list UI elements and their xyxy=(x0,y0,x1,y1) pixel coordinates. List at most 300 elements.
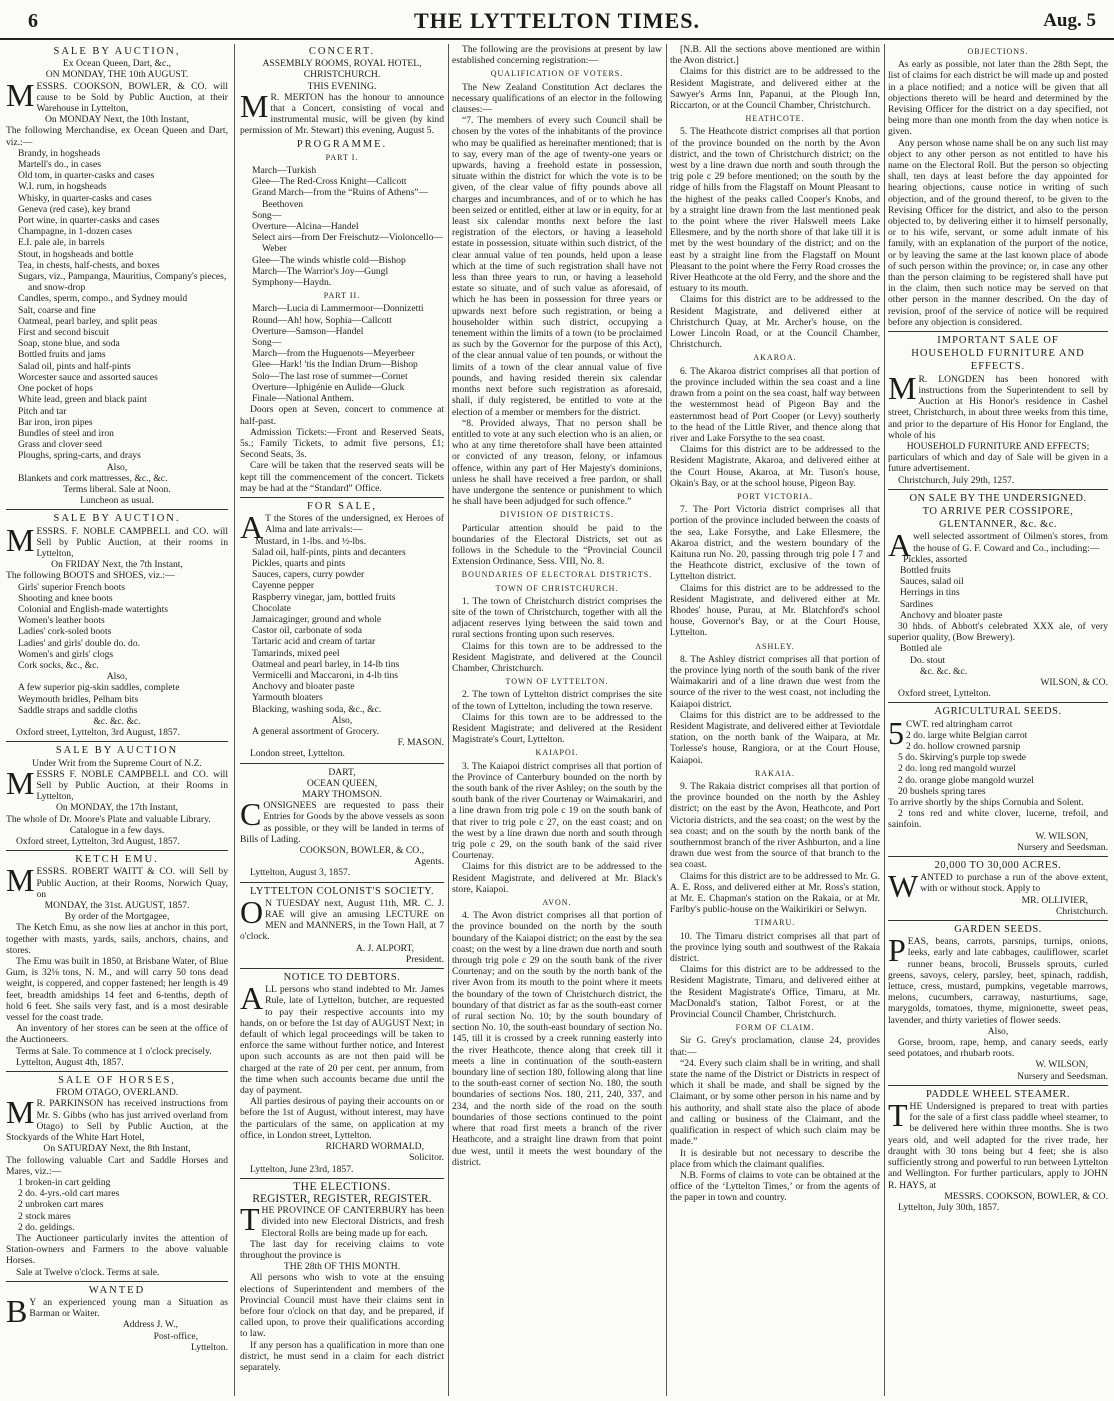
advert-paddle-wheel-steamer xyxy=(888,1089,1108,1213)
advert-heading: ON SALE BY THE UNDERSIGNED. xyxy=(909,492,1087,504)
section-heading: KAIAPOI. xyxy=(535,748,579,758)
list-item: Tea, in chests, half-chests, and boxes xyxy=(18,259,160,271)
programme-item: March—Lucia di Lammermoor—Donnizetti xyxy=(252,303,424,315)
advert-paragraph: The Auctioneer particularly invites the attention of Station-owners and Farmers to the above valuable Horses. xyxy=(6,1232,228,1267)
drop-cap: M xyxy=(240,87,269,124)
advert-wanted-barman xyxy=(6,1285,228,1353)
advert-line: On MONDAY Next, the 10th Instant, xyxy=(45,114,189,126)
list-item: Raspberry vinegar, jam, bottled fruits xyxy=(252,591,396,603)
article-paragraph: Particular attention should be paid to the boundaries of the Electoral Districts, set out as follows in the Schedule to the “Provincial Council Extension Ordinance, Sess. VIII, No. 8. xyxy=(452,522,662,568)
list-item: Also, xyxy=(106,461,128,473)
programme-item: Overture—Iphigénie en Aulide—Gluck xyxy=(252,381,405,393)
section-heading: BOUNDARIES OF ELECTORAL DISTRICTS. xyxy=(461,570,653,580)
list-item: A few superior pig-skin saddles, complete xyxy=(18,682,180,694)
list-item: Sauces, capers, curry powder xyxy=(252,569,365,581)
advert-signature: F. MASON. xyxy=(397,737,444,749)
list-item: 1 broken-in cart gelding xyxy=(18,1176,111,1188)
programme-item: Symphony—Haydn. xyxy=(252,277,332,289)
advert-subheading: FROM OTAGO, OVERLAND. xyxy=(55,1087,179,1099)
advert-agricultural-seeds xyxy=(888,706,1108,853)
list-item: Colonial and English-made watertights xyxy=(18,603,169,615)
article-paragraph: 6. The Akaroa district comprises all that portion of the province included within the sea coast and a line drawn from a point on the sea coast, half way between the westernmost head of Pigeon Bay and the easternmost head of Port Cooper (or Levy) southerly to the head of the Little River, and thence along that river and Lake Forsythe to the sea coast. xyxy=(670,365,880,444)
advert-date: Lyttelton, August 3, 1857. xyxy=(250,867,351,879)
advert-acres-wanted xyxy=(888,860,1108,917)
advert-body: R. LONGDEN has been honored with instructions from the Superintendent to sell by Auction at His Honor's residence in Cashel street, Christchurch, in about three weeks from this time, and prior to the departure of His Honor for England, the whole of his xyxy=(888,373,1108,441)
programme-item: Select airs—from Der Freischutz—Violoncello—Weber xyxy=(252,232,443,255)
list-item: Women's leather boots xyxy=(18,615,105,627)
advert-paragraph: 30 hhds. of Abbott's celebrated XXX ale, of very superior quality, (Bow Brewery). xyxy=(888,620,1108,644)
advert-body: ESSRS. COOKSON, BOWLER, & CO. will cause to be Sold by Public Auction, at their Warehouse in Lyttelton, xyxy=(36,80,228,115)
list-item: Cayenne pepper xyxy=(252,580,315,592)
advert-oilmens-stores xyxy=(888,493,1108,700)
list-item: W.I. rum, in hogsheads xyxy=(18,181,107,193)
advert-line: HOUSEHOLD FURNITURE AND EFFECTS; xyxy=(906,440,1090,452)
article-paragraph: N.B. Forms of claims to vote can be obtained at the office of the ‘Lyttelton Times,’ or from the agents of the paper in town and country. xyxy=(670,1169,880,1204)
programme-heading: PROGRAMME. xyxy=(296,138,388,150)
list-item: Anchovy and bloater paste xyxy=(252,681,355,693)
list-item: Pickles, assorted xyxy=(903,553,968,565)
drop-cap: M xyxy=(6,1094,35,1131)
advert-date: Lyttelton, July 30th, 1857. xyxy=(898,1201,1000,1213)
article-body: HE PROVINCE OF CANTERBURY has been divided into new Electoral Districts, and fresh Electoral Rolls are being made up for each. xyxy=(261,1205,444,1239)
advert-ketch-emu xyxy=(6,854,228,1068)
article-paragraph: 10. The Timaru district comprises all that part of the province lying south and southwest of the Rakaia district. xyxy=(670,930,880,965)
advert-heading: SALE OF HORSES, xyxy=(58,1075,176,1087)
list-item: Vermicelli and Maccaroni, in 4-lb tins xyxy=(252,669,398,681)
list-item: Champagne, in 1-dozen cases xyxy=(18,226,133,238)
list-item: Oatmeal and pearl barley, in 14-lb tins xyxy=(252,658,400,670)
list-item: Weymouth bridles, Pelham bits xyxy=(18,693,139,705)
advert-date: Christchurch, July 29th, 1257. xyxy=(898,474,1015,486)
drop-cap: M xyxy=(6,862,35,899)
advert-body: N TUESDAY next, August 11th, MR. C. J. RAE will give an amusing LECTURE on MEN and MANNERS, in the Town Hall, at 7 o'clock. xyxy=(240,897,444,943)
drop-cap: P xyxy=(888,932,906,969)
list-item: Cork socks, &c., &c. xyxy=(18,659,99,671)
advert-date: Lyttelton, June 23rd, 1857. xyxy=(250,1163,354,1175)
column-2 xyxy=(240,44,444,1396)
advert-line: MONDAY, the 31st. AUGUST, 1857. xyxy=(44,900,190,912)
advert-signature: W. WILSON, xyxy=(1035,1059,1088,1071)
programme-item: March—The Warrior's Joy—Gungl xyxy=(252,265,389,277)
section-heading: FORM OF CLAIM. xyxy=(735,1023,815,1033)
article-paragraph: Claims for this district are to be addressed to the Resident Magistrate, and delivered at Mr. Black's store, Kaiapoi. xyxy=(452,861,662,895)
section-heading: AKAROA. xyxy=(753,353,797,363)
advert-heading: SALE BY AUCTION, xyxy=(53,46,181,57)
section-heading: AVON. xyxy=(542,898,572,908)
list-item: Salad oil, half-pints, pints and decanters xyxy=(252,546,406,558)
programme-item: Glee—The winds whistle cold—Bishop xyxy=(252,254,406,266)
programme-item: Overture—Samson—Handel xyxy=(252,325,364,337)
article-paragraph: “8. Provided always, That no person shall be entitled to vote at any such election who is an alien, or who at any time theretofore shall have been attainted or convicted of any treason, felony, or infamous offence, within any part of Her Majesty's dominions, unless he shall have received a free pardon, or shall have undergone the sentence or punishment to which he shall have been adjudged for such offence.” xyxy=(452,417,662,508)
article-paragraph: It is desirable but not necessary to describe the place from which the claimant qualifies. xyxy=(670,1147,880,1170)
advert-signature: Lyttelton. xyxy=(190,1341,228,1353)
list-item: Oatmeal, pearl barley, and split peas xyxy=(18,315,158,327)
advert-heading: 20,000 TO 30,000 ACRES. xyxy=(934,860,1062,872)
drop-cap: B xyxy=(6,1292,28,1329)
advert-signature: Solicitor. xyxy=(409,1152,444,1164)
advert-colonists-society xyxy=(240,886,444,965)
advert-paragraph: The Ketch Emu, as she now lies at anchor in this port, together with masts, yards, sails, anchors, chains, and stores. xyxy=(6,922,228,956)
advert-line: On SATURDAY Next, the 8th Instant, xyxy=(43,1143,191,1155)
advert-line: The whole of Dr. Moore's Plate and valuable Library. xyxy=(6,813,211,825)
advert-divider xyxy=(240,497,444,498)
list-item: Also, xyxy=(331,714,353,726)
article-line: THE 28th OF THIS MONTH. xyxy=(283,1261,401,1273)
drop-cap: M xyxy=(888,369,917,406)
advert-line: Catalogue in a few days. xyxy=(69,824,165,836)
advert-body: ONSIGNEES are requested to pass their Entries for Goods by the above vessels as soon as possible, or they will be landed in terms of Bills of Lading. xyxy=(240,800,444,845)
drop-cap: M xyxy=(6,76,35,113)
list-item: Blankets and cork mattresses, &c., &c. xyxy=(18,472,168,484)
advert-body: LL persons who stand indebted to Mr. James Rule, late of Lyttelton, butcher, are requested to pay their respective accounts into my hands, on or before the 1st day of AUGUST Next; in default of which legal proceedings will be taken to enforce the same without further notice, and Interest upon such accounts as are not then paid will be charged at the rate of 20 per cent. per annum, from the time when such accounts became due until the day of payment. xyxy=(240,984,444,1097)
advert-subheading: CHRISTCHURCH. xyxy=(303,69,381,81)
article-paragraph: [N.B. All the sections above mentioned are within the Avon district.] xyxy=(670,44,880,67)
advert-divider xyxy=(6,1281,228,1282)
advert-paragraph: Admission Tickets:—Front and Reserved Seats, 5s.; Family Tickets, to admit five persons, £1; Second Seats, 3s. xyxy=(240,426,444,461)
advert-divider xyxy=(240,882,444,883)
drop-cap: 5 xyxy=(888,714,904,751)
advert-heading: HOUSEHOLD FURNITURE AND xyxy=(911,348,1085,360)
list-item: Worcester sauce and assorted sauces xyxy=(18,371,158,383)
article-subheading: REGISTER, REGISTER, REGISTER. xyxy=(252,1192,432,1205)
advert-divider xyxy=(6,509,228,510)
ship-name: MARY THOMSON. xyxy=(302,789,382,800)
advert-divider xyxy=(888,702,1108,703)
advert-body: ANTED to purchase a run of the above extent, with or without stock. Apply to xyxy=(920,872,1108,895)
page-number: 6 xyxy=(28,10,38,32)
advert-heading: FOR SALE, xyxy=(307,500,377,512)
list-item: Old tom, in quarter-casks and cases xyxy=(18,170,155,182)
section-heading: TOWN OF CHRISTCHURCH. xyxy=(495,583,619,593)
list-item: One pocket of hops xyxy=(18,383,93,395)
programme-item: Glee—Hark! 'tis the Indian Drum—Bishop xyxy=(252,359,418,371)
programme-item: Finale—National Anthem. xyxy=(252,393,354,405)
advert-divider xyxy=(888,856,1108,857)
advert-concert xyxy=(240,46,444,494)
list-item: Soap, stone blue, and soda xyxy=(18,338,120,350)
drop-cap: T xyxy=(888,1097,908,1134)
list-item: Mustard, in 1-lbs. and ½-lbs. xyxy=(255,535,366,547)
article-paragraph: All persons who wish to vote at the ensuing elections of Superintendent and members of the Provincial Council must have their claims sent in before four o'clock on that day, and be prepared, if called upon, to prove their qualifications according to law. xyxy=(240,1272,444,1340)
programme-part: PART II. xyxy=(323,291,361,301)
list-item: Geneva (red case), key brand xyxy=(18,203,131,215)
section-heading: ASHLEY. xyxy=(755,641,795,651)
advert-divider xyxy=(240,968,444,969)
advert-body: CWT. red altringham carrot xyxy=(906,718,1013,730)
advert-paragraph: Terms at Sale. To commence at 1 o'clock precisely. xyxy=(16,1045,212,1057)
drop-cap: T xyxy=(240,1201,260,1238)
article-heading: THE ELECTIONS. xyxy=(293,1180,391,1193)
advert-paragraph: Sale at Twelve o'clock. Terms at sale. xyxy=(16,1266,160,1278)
article-paragraph: If any person has a qualification in more than one district, he must send in a claim for each district separately. xyxy=(240,1339,444,1373)
list-item: Ploughs, spring-carts, and drays xyxy=(18,450,141,462)
advert-heading: NOTICE TO DEBTORS. xyxy=(283,972,401,984)
article-elections xyxy=(240,1182,444,1373)
advert-paragraph: An inventory of her stores can be seen at the office of the Auctioneers. xyxy=(6,1023,228,1046)
list-item: Women's and girls' clogs xyxy=(18,648,114,660)
advert-divider xyxy=(888,1085,1108,1086)
article-paragraph: Sir G. Grey's proclamation, clause 24, provides that:— xyxy=(670,1035,880,1058)
advert-body: R. MERTON has the honour to announce that a Concert, consisting of vocal and instrumental music, will be given (by kind permission of Mr. Stewart) this evening, August 5. xyxy=(240,91,444,137)
advert-body: EAS, beans, carrots, parsnips, turnips, onions, leeks, early and late cabbages, cauliflower, scarlet runner beans, brocoli, Brussels sprouts, curled greens, savoys, celery, parsley, beet, spinach, raddish, lettuce, cress, mustard, pumpkins, vegetable marrows, melons, cucumbers, carraway, nasturtiums, sage, marygolds, tomatoes, thyme, mignionette, sweet peas, lavender, and thirty varieties of flower seeds. xyxy=(888,936,1108,1026)
advert-household-furniture xyxy=(888,335,1108,486)
advert-heading: WANTED xyxy=(88,1284,146,1296)
column-5 xyxy=(888,44,1108,1396)
section-heading: TOWN OF LYTTELTON. xyxy=(505,677,609,687)
list-item: Do. stout xyxy=(910,654,946,666)
advert-for-sale-mason xyxy=(240,501,444,760)
advert-signature: WILSON, & CO. xyxy=(1040,676,1108,688)
advert-body: Y an experienced young man a Situation as Barman or Waiter. xyxy=(29,1296,228,1320)
advert-heading: SALE BY AUCTION xyxy=(55,745,179,757)
drop-cap: A xyxy=(240,509,264,546)
article-paragraph: Claims for this district are to be addressed to the Resident Magistrate, and delivered either at Teviotdale station, on the north bank of the Waipara, at Mr. Torlesse's house, Rangiora, or at the Court House, Kaiapoi. xyxy=(670,709,880,766)
article-paragraph: “24. Every such claim shall be in writing, and shall state the name of the District or Districts in respect of which it shall be made, and shall be signed by the Claimant, or by some other person in his name and by his authority, and shall state also the place of abode and calling or business of the Claimant, and the qualification in respect of which such claim may be made.” xyxy=(670,1057,880,1148)
section-heading: PORT VICTORIA. xyxy=(737,491,813,501)
advert-divider xyxy=(6,741,228,742)
advert-subheading: Under Writ from the Supreme Court of N.Z. xyxy=(32,757,202,769)
column-4 xyxy=(670,44,880,1396)
advert-paragraph: Doors open at Seven, concert to commence at half-past. xyxy=(240,404,444,427)
advert-signature: Nursery and Seedsman. xyxy=(1017,841,1108,853)
article-paragraph: “7. The members of every such Council shall be chosen by the votes of the inhabitants of the province who may be qualified as hereinafter mentioned; that is to say, every man of the age of twenty-one years or upwards, having a freehold estate in possession, situate within the district for which the vote is to be given, of the clear value of fifty pounds above all charges and incumbrances, and of or to which he has been seized or entitled, either at law or in equity, for at least six calendar months next before the last registration of the electors, or having a leasehold estate in possession, situate within such district, of the clear annual value of ten pounds, held upon a lease which at the time of such registration shall have not less than three years to run, or having a leasehold estate so situate, and of such value as aforesaid, of which he has been in possession for three years or upwards next before such registration, or being a householder within such district, occupying a tenement within the limits of a town (to be proclaimed as such by the Governor for the purpose of this Act), of the clear annual value of ten pounds, or without the limits of a town of the clear annual value of five pounds, and having resided therein six calendar months next before such registration as aforesaid, shall, if duly registered, be entitled to vote at the election of a member or members for the district. xyxy=(452,115,662,418)
article-paragraph: Claims for this district are to be addressed to Mr. G. A. E. Ross, and delivered either at Mr. Ross's station, at Mr. E. Chapman's station on the Rakaia, or at Mr. Farlby's public-house on the Waikirikiri or Selwyn. xyxy=(670,870,880,916)
article-paragraph: 8. The Ashley district comprises all that portion of the province lying north of the south bank of the river Waimakariri and of a line drawn due west from the source of the river to the west coast, not including the Kaiapoi district. xyxy=(670,653,880,710)
programme-item: Solo—The last rose of summer—Cornet xyxy=(252,370,408,382)
list-item: Sardines xyxy=(900,598,934,610)
article-paragraph: 4. The Avon district comprises all that portion of the province bounded on the north by the south boundary of the Kaiapoi district; on the east by the sea coast; on the west by a line drawn due north and south through trig pole c 29 on the south bank of the river Courtenay; and on the south by the north bank of the river Avon from its mouth to the point where it meets the boundary of the town of Christchurch district, the boundary of that district as far as the south-east corner of rural section No. 10; by the south boundary of section No. 10, the south-east boundary of section No. 145, till it is crossed by a creek running easterly into the river Heathcote, thence along that creek till it meets a line in continuation of the south-eastern boundary line of section 180, following along that line to the south-east corner of section No. 180, the south boundaries of sections Nos. 180, 211, 240, 337, and 234, and the north side of the road on the south boundaries of those sections continued to the point where that road first meets a branch of the river Heathcote, and a straight line drawn from that point due west, until it meets the west boundary of the district. xyxy=(452,910,662,1168)
advert-divider xyxy=(6,850,228,851)
column-1 xyxy=(6,44,228,1396)
advert-signature: Christchurch. xyxy=(1056,905,1108,917)
list-item: Bottled ale xyxy=(900,643,942,655)
list-item: A general assortment of Grocery. xyxy=(252,725,379,737)
article-paragraph: The last day for receiving claims to vote throughout the province is xyxy=(240,1238,444,1261)
advert-address: London street, Lyttelton. xyxy=(250,748,345,760)
drop-cap: A xyxy=(888,527,912,564)
programme-item: Overture—Alcina—Handel xyxy=(252,221,359,233)
advert-auction-campbell-boots xyxy=(6,513,228,738)
article-paragraph: Claims for this district are to be addressed to the Resident Magistrate, and delivered either at Christchurch Quay, at Mr. Archer's house, on the Lower Lincoln Road, or at the Council Chamber, Christchurch. xyxy=(670,294,880,351)
list-item: E.I. pale ale, in barrels xyxy=(18,237,105,249)
advert-signature: W. WILSON, xyxy=(1035,830,1088,842)
programme-item: Glee—The Red-Cross Knight—Callcott xyxy=(252,176,407,188)
advert-divider xyxy=(240,1178,444,1179)
list-item: Bottled fruits and jams xyxy=(18,349,106,361)
advert-heading: GLENTANNER, &c. &c. xyxy=(938,519,1057,531)
section-heading: OBJECTIONS. xyxy=(967,47,1029,56)
list-item: Sauces, salad oil xyxy=(900,576,964,588)
advert-body: T the Stores of the undersigned, ex Heroes of Alma and late arrivals:— xyxy=(265,513,444,536)
article-paragraph: Claims for this district are to be addressed to the Resident Magistrate, and delivered either at the Sawyer's Arms Inn, Papanui, at the Plough Inn, Riccarton, or at the Council Chamber, Christchurch. xyxy=(670,66,880,112)
list-item: Sugars, viz., Pampanga, Mauritius, Company's pieces, and snow-drop xyxy=(18,271,227,294)
advert-paragraph: To arrive shortly by the ships Cornubia and Solent. xyxy=(888,797,1084,808)
list-item: 5 do. Skirving's purple top swede xyxy=(898,752,1027,764)
advert-heading: LYTTELTON COLONIST'S SOCIETY. xyxy=(249,885,435,897)
list-item: Martell's do., in cases xyxy=(18,159,101,171)
advert-line: On MONDAY, the 17th Instant, xyxy=(55,802,179,814)
advert-paragraph: particulars of which and day of Sale will be given in a future advertisement. xyxy=(888,452,1108,475)
advert-signature: A. J. ALPORT, xyxy=(355,942,414,954)
programme-part: PART I. xyxy=(325,152,359,162)
page-header xyxy=(0,0,1114,40)
section-heading: HEATHCOTE. xyxy=(745,114,805,124)
drop-cap: O xyxy=(240,893,264,930)
advert-date: Oxford street, Lyttelton, 3rd August, 1857. xyxy=(16,836,180,848)
programme-item: Song— xyxy=(252,337,282,349)
list-item: 2 do. 4-yrs.-old cart mares xyxy=(18,1188,120,1200)
advert-signature: Nursery and Seedsman. xyxy=(1017,1070,1108,1082)
advert-auction-cookson xyxy=(6,46,228,506)
advert-body: ESSRS. ROBERT WAITT & CO. will Sell by Public Auction, at their Rooms, Norwich Quay, on xyxy=(36,866,228,900)
list-item: 2 stock mares xyxy=(18,1210,71,1222)
list-item: 2 do. hollow crowned parsnip xyxy=(906,740,1021,752)
list-item: 20 bushels spring tares xyxy=(898,785,986,797)
advert-divider xyxy=(888,489,1108,490)
advert-signature: RICHARD WORMALD, xyxy=(325,1141,424,1153)
advert-heading: CONCERT. xyxy=(308,46,376,57)
list-item: Ladies' and girls' double do. do. xyxy=(18,637,141,649)
drop-cap: M xyxy=(6,764,35,801)
ship-name: OCEAN QUEEN, xyxy=(306,777,378,789)
advert-consignees xyxy=(240,767,444,879)
article-objections xyxy=(888,46,1108,328)
programme-item: March—from the Huguenots—Meyerbeer xyxy=(252,348,415,360)
advert-heading: AGRICULTURAL SEEDS. xyxy=(934,706,1062,718)
section-heading: RAKAIA. xyxy=(754,768,796,778)
advert-subheading: ON MONDAY, THE 10th AUGUST. xyxy=(45,69,189,81)
article-paragraph: Claims for this district are to be addressed to the Resident Magistrate, Timaru, and delivered either at the Resident Magistrate's Office, Timaru, at Mr. MacDonald's station, Talbot Forest, or at the Provincial Council Chamber, Christchurch. xyxy=(670,964,880,1021)
drop-cap: A xyxy=(240,980,264,1017)
column-3 xyxy=(452,44,662,1396)
list-item: Pickles, quarts and pints xyxy=(252,557,346,569)
list-item: Tamarinds, mixed peel xyxy=(252,647,340,659)
advert-paragraph: Gorse, broom, rape, hemp, and canary seeds, early seed potatoes, and rhubarb roots. xyxy=(888,1037,1108,1060)
list-item: Yarmouth bloaters xyxy=(252,692,323,704)
advert-heading: GARDEN SEEDS. xyxy=(954,924,1042,936)
article-paragraph: Any person whose name shall be on any such list may object to any other person as not entitled to have his name on the Electoral Roll. But the person so objecting shall, ten days at least before the day appointed for hearing objections, cause notice in writing of such objection, and of the ground thereof, to be given to the Revising Officer for the district, and also to the person objected to, by delivering either it to himself personally, or to his wife, servant, or some adult inmate of his family, with an explanation of the purport of the notice, or by leaving the same at the last known place of abode of such person within the province; or, in case any other than the person claiming to be registered shall have put in the claim, then such notice may be served on that other person in the manner described. On the day of revision, proof of the service of notice will be required before any objection is considered. xyxy=(888,137,1108,328)
list-item: Brandy, in hogsheads xyxy=(18,147,101,159)
list-item: Ladies' cork-soled boots xyxy=(18,626,112,638)
advert-line: Also, xyxy=(987,1025,1009,1037)
article-paragraph: 7. The Port Victoria district comprises all that portion of the province included between the coasts of the sea, Lake Forsythe, and Lake Ellesmere, the Akaroa district, and the western boundary of the Kaituna run No. 20, passing through trig pole I 7 and the Heathcote district, exclusive of the town of Lyttelton district. xyxy=(670,504,880,583)
list-item: Stout, in hogsheads and bottle xyxy=(18,248,134,260)
advert-signature: Address J. W., xyxy=(122,1319,178,1331)
advert-divider xyxy=(888,331,1108,332)
list-item: Salt, coarse and fine xyxy=(18,304,96,316)
advert-signature: COOKSON, BOWLER, & CO., xyxy=(299,845,424,857)
programme-item: Round—Ah! how, Sophia—Callcott xyxy=(252,314,392,326)
advert-heading: TO ARRIVE PER COSSIPORE, xyxy=(922,505,1074,517)
programme-item: March—Turkish xyxy=(252,165,317,177)
advert-signature: President. xyxy=(405,953,444,965)
advert-divider xyxy=(240,763,444,764)
list-item: &c. &c. &c. xyxy=(93,715,141,727)
section-heading: DIVISION OF DISTRICTS. xyxy=(499,510,615,520)
advert-signature: Post-office, xyxy=(153,1330,198,1342)
advert-signature: MR. OLLIVIER, xyxy=(1021,894,1088,906)
list-item: White lead, green and black paint xyxy=(18,394,147,406)
list-item: Grass and clover seed xyxy=(18,439,102,451)
advert-heading: EFFECTS. xyxy=(970,361,1026,373)
advert-body: ESSRS F. NOBLE CAMPBELL and CO. will Sell by Public Auction, at their Rooms in Lyttelton, xyxy=(36,768,228,803)
list-item: Bar iron, iron pipes xyxy=(18,416,93,428)
advert-line: Luncheon as usual. xyxy=(80,495,154,507)
article-paragraph: 5. The Heathcote district comprises all that portion of the province bounded on the north by the Avon district, and the town of Christchurch district; on the west by a line drawn due north and south through the trig pole c 29 before mentioned; on the south by the ridge of hills from the Flagstaff on Mount Pleasant to the highest of the peaks called Cooper's Knobs, and by a straight line drawn from the last mentioned peak to the point where the river Halswell meets Lake Ellesmere, and by the north shore of that lake till it is met by the west boundary of the district; and on the east by a straight line from the Flagstaff on Mount Pleasant to the point where the Ferry Road crosses the River Heathcote at the old Ferry, and the shore and the estuary to its mouth. xyxy=(670,126,880,295)
list-item: 2 do. large white Belgian carrot xyxy=(906,729,1028,741)
article-paragraph: Claims for this town are to be addressed to the Resident Magistrate, and delivered at the Council Chamber, Christchurch. xyxy=(452,640,662,674)
section-heading: QUALIFICATION OF VOTERS. xyxy=(490,69,624,79)
article-paragraph: Claims for this district are to be addressed to the Resident Magistrate, and delivered either at Mr. Rhodes' house, Purau, at Mr. Blatchford's school house, Governor's Bay, or at the Court House, Lyttelton. xyxy=(670,582,880,639)
advert-body: HE Undersigned is prepared to treat with parties for the sale of a first class paddle wheel steamer, to be delivered here within three months. She is two years old, and well adapted for the river trade, her draught with 30 tons being but 4 feet; she is also sufficiently strong and powerful to run between Lyttelton and Wellington. For further particulars, apply to JOHN R. HAYS, at xyxy=(888,1101,1108,1191)
list-item: Anchovy and bloater paste xyxy=(900,609,1003,621)
list-item: Blacking, washing soda, &c., &c. xyxy=(252,703,382,715)
advert-heading: PADDLE WHEEL STEAMER. xyxy=(926,1088,1070,1100)
list-item: Girls' superior French boots xyxy=(18,581,125,593)
advert-divider xyxy=(6,1071,228,1072)
ship-name: DART, xyxy=(328,766,356,778)
advert-address: Oxford street, Lyttelton. xyxy=(898,688,991,700)
list-item: Saddle straps and saddle cloths xyxy=(18,704,138,716)
list-item: 2 do. long red mangold wurzel xyxy=(898,763,1016,775)
advert-paragraph: 2 tons red and white clover, lucerne, trefoil, and sainfoin. xyxy=(888,808,1108,831)
list-item: 2 do. orange globe mangold wurzel xyxy=(898,774,1034,786)
advert-terms: Terms liberal. Sale at Noon. xyxy=(63,483,171,495)
list-item: Tartaric acid and cream of tartar xyxy=(252,636,376,648)
list-item: Herrings in tins xyxy=(900,587,960,599)
advert-line: On FRIDAY Next, the 7th Instant, xyxy=(51,559,183,571)
list-item: Port wine, in quarter-casks and cases xyxy=(18,215,160,227)
drop-cap: W xyxy=(888,868,919,905)
advert-notice-to-debtors xyxy=(240,972,444,1175)
advert-heading: IMPORTANT SALE OF xyxy=(937,335,1059,347)
article-paragraph: The following are the provisions at present by law established concerning registration:— xyxy=(452,44,662,67)
advert-date: Oxford street, Lyttelton, 3rd August, 1857. xyxy=(16,727,180,739)
list-item: Castor oil, carbonate of soda xyxy=(252,625,363,637)
advert-body: well selected assortment of Oilmen's stores, from the house of G. F. Coward and Co., including:— xyxy=(913,531,1108,554)
article-paragraph: 3. The Kaiapoi district comprises all that portion of the Province of Canterbury bounded on the north by the south bank of the river Ashley; on the south by the south bank of the river Courtenay or Waimakariri, and a line drawn from trig pole c 19 on the south bank of that river to trig pole c 27, on the east coast; and on the west by a line drawn due north and south through trig pole c 29, on the south bank of the said river Courtenay. xyxy=(452,760,662,862)
advert-paragraph: All parties desirous of paying their accounts on or before the 1st of August, without interest, may have the particulars of the same, on application at my office, in London street, Lyttelton. xyxy=(240,1096,444,1141)
article-paragraph: 9. The Rakaia district comprises all that portion of the province bounded on the north by the Ashley district; on the east by the Avon, Heathcote, and Port Victoria districts, and the sea coast; on the west by the sea coast; and on the south by the north bank of the southernmost branch of the river Ashburton, and a line drawn due west from the source of that branch to the sea coast. xyxy=(670,781,880,871)
list-item: Shooting and knee boots xyxy=(18,592,113,604)
advert-paragraph: The Emu was built in 1850, at Brisbane Water, of Blue Gum, is 32⅛ tons, N. M., and will carry 50 tons dead weight, is coppered, and copper fastened; her length is 49 feet, breadth amidships 14 feet and 6-tenths, depth of hold 6 feet. She sails very fast, and is a most desirable vessel for the coast trade. xyxy=(6,956,228,1024)
list-item: First and second biscuit xyxy=(18,327,109,339)
section-heading: TIMARU. xyxy=(754,918,796,928)
advert-signature: MESSRS. COOKSON, BOWLER, & CO. xyxy=(944,1190,1108,1202)
list-item: 2 unbroken cart mares xyxy=(18,1199,104,1211)
programme-item: Song— xyxy=(252,209,282,221)
advert-body: R. PARKINSON has received instructions from Mr. S. Gibbs (who has just arrived overland from Otago) to Sell by Public Auction, at the Stockyards of the White Hart Hotel, xyxy=(6,1098,228,1144)
advert-signature: Agents. xyxy=(414,856,444,868)
advert-subheading: ASSEMBLY ROOMS, ROYAL HOTEL, xyxy=(262,58,422,70)
list-item: Jamaicaginger, ground and whole xyxy=(252,613,382,625)
newspaper-title: THE LYTTELTON TIMES. xyxy=(414,8,700,33)
advert-line: The following valuable Cart and Saddle Horses and Mares, viz.:— xyxy=(6,1154,228,1177)
article-paragraph: Claims for this district are to be addressed to the Resident Magistrate, Akaroa, and delivered either at the Court House, Akaroa, at Mr. Tuson's house, Okain's Bay, or at the school house, Pigeon Bay. xyxy=(670,444,880,489)
article-paragraph: 2. The town of Lyttelton district comprises the site of the town of Lyttelton, including the town reserve. xyxy=(452,689,662,712)
article-paragraph: As early as possible, not later than the 28th Sept, the list of claims for each district be will made up and posted in a place notified; and a notice will be given that all objections thereto will be heard and determined by the Revising Officer for the district on a day specified, not being more than one month from the day when notice is given. xyxy=(888,59,1108,138)
advert-heading: KETCH EMU. xyxy=(75,854,159,866)
article-paragraph: The New Zealand Constitution Act declares the necessary qualifications of an elector in the following clauses:— xyxy=(452,81,662,116)
advert-sale-of-horses xyxy=(6,1075,228,1278)
list-item: Pitch and tar xyxy=(18,405,67,417)
list-item: Candles, sperm, compo., and Sydney mould xyxy=(18,293,188,305)
advert-divider xyxy=(888,920,1108,921)
list-item: Salad oil, pints and half-pints xyxy=(18,360,131,372)
advert-paragraph: Care will be taken that the reserved seats will be kept till the commencement of the concert. Tickets may be had at the “Standard” Office. xyxy=(240,460,444,494)
programme-item: Grand March—from the “Ruins of Athens”—Beethoven xyxy=(252,187,429,210)
list-item: Bundles of steel and iron xyxy=(18,427,114,439)
